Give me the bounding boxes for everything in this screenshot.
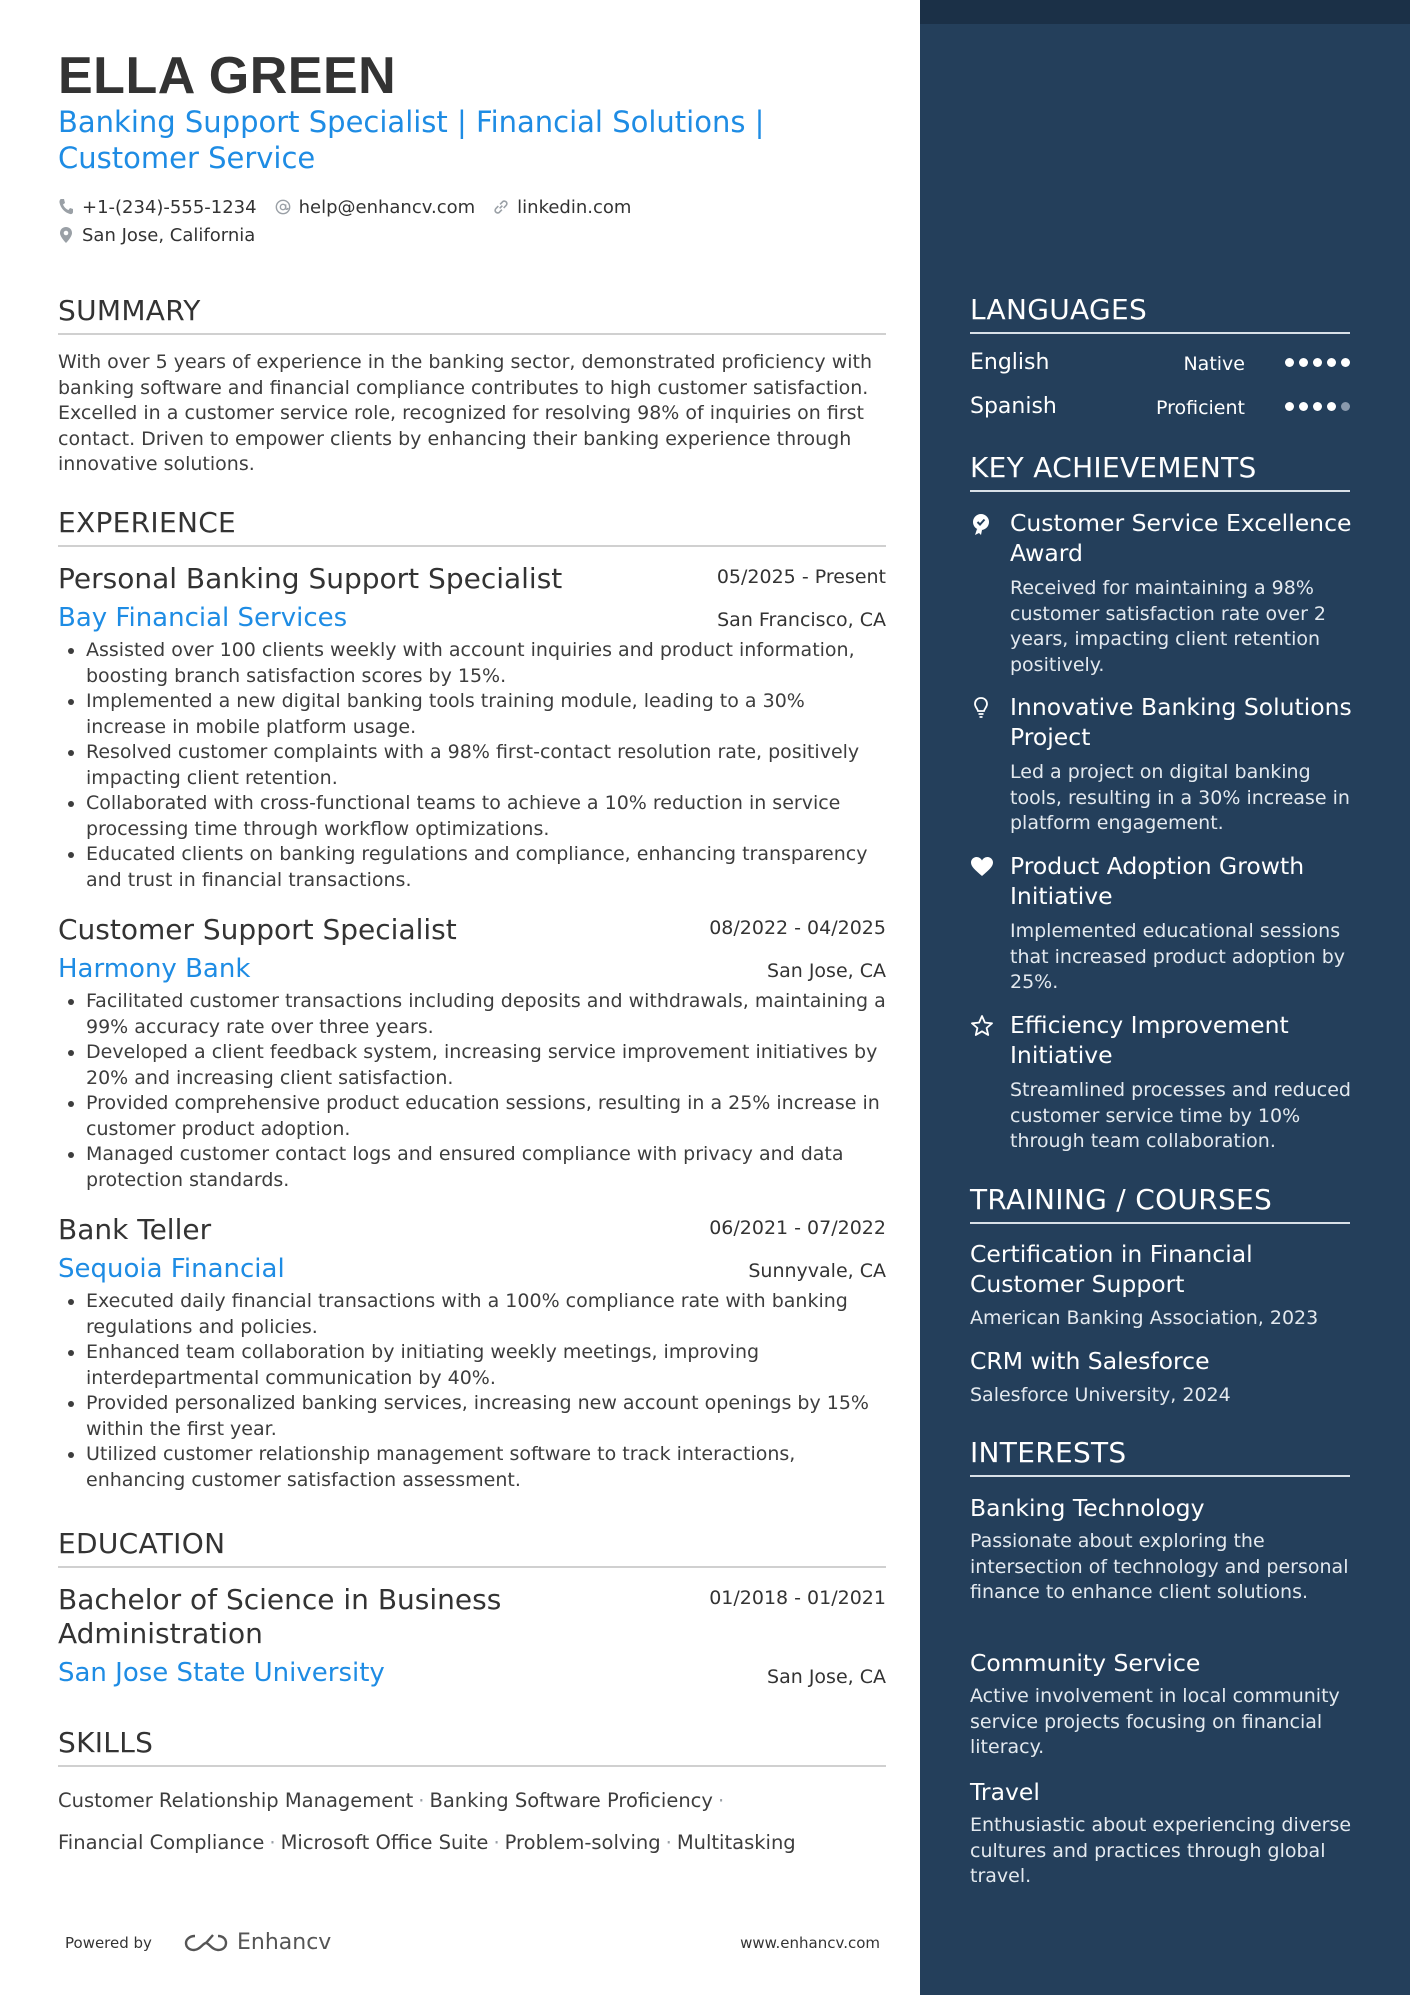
job-bullets — [58, 989, 886, 1193]
company-name: Harmony Bank — [58, 954, 251, 984]
at-sign-icon — [275, 198, 291, 216]
course-item — [970, 1346, 1360, 1408]
contact-linkedin[interactable]: linkedin.com — [493, 197, 631, 218]
company-name: Bay Financial Services — [58, 603, 348, 633]
job-title: Customer Support Specialist — [58, 913, 457, 946]
list-item: • Facilitated customer transactions including deposits and withdrawals, maintaining a 99% accuracy rate over three years. — [86, 989, 886, 1040]
achievement-description: Implemented educational sessions that increased product adoption by 25%. — [1010, 920, 1346, 993]
achievement-title: Customer Service Excellence Award — [1010, 509, 1352, 567]
list-item: • Collaborated with cross-functional teams to achieve a 10% reduction in service processing time through workflow optimizations. — [86, 791, 886, 842]
award-icon — [970, 512, 994, 536]
star-icon — [970, 1014, 994, 1038]
proficiency-dots — [1280, 402, 1350, 411]
list-item: • Enhanced team collaboration by initiating weekly meetings, improving interdepartmental communication by 40%. — [86, 1340, 886, 1391]
job-title: Bank Teller — [58, 1213, 212, 1246]
language-name: Spanish — [970, 394, 1057, 419]
list-item: • Assisted over 100 clients weekly with account inquiries and product information, boosting branch satisfaction scores by 15%. — [86, 638, 886, 689]
interests-heading: INTERESTS — [970, 1436, 1350, 1477]
course-source: American Banking Association, 2023 — [970, 1307, 1319, 1329]
experience-heading: EXPERIENCE — [58, 506, 886, 547]
skills-list: Customer Relationship Management · Banking Software Proficiency · Financial Compliance · Microsoft Office Suite · Problem-solving · Multitasking — [58, 1789, 796, 1854]
education-entry — [58, 1583, 886, 1689]
job-date: 05/2025 - Present — [716, 566, 886, 588]
interest-item — [970, 1777, 1360, 1890]
language-item — [970, 394, 1350, 424]
contact-location: San Jose, California — [58, 225, 255, 246]
job-bullets — [58, 638, 886, 893]
achievement-item — [970, 692, 1360, 837]
website-link[interactable]: www.enhancv.com — [740, 1934, 880, 1952]
job-bullets — [58, 1289, 886, 1493]
school-name: San Jose State University — [58, 1658, 385, 1688]
job-location: San Francisco, CA — [717, 609, 886, 631]
language-item — [970, 350, 1350, 380]
achievements-heading: KEY ACHIEVEMENTS — [970, 451, 1350, 492]
interest-title: Banking Technology — [970, 1494, 1205, 1522]
link-icon — [493, 198, 509, 216]
list-item: • Utilized customer relationship management software to track interactions, enhancing customer satisfaction assessment. — [86, 1442, 886, 1493]
achievement-item — [970, 851, 1360, 996]
candidate-name: ELLA GREEN — [58, 47, 397, 105]
course-source: Salesforce University, 2024 — [970, 1384, 1231, 1406]
interest-title: Community Service — [970, 1649, 1201, 1677]
skills-heading: SKILLS — [58, 1726, 886, 1767]
achievement-title: Product Adoption Growth Initiative — [1010, 852, 1305, 910]
list-item: • Implemented a new digital banking tools training module, leading to a 30% increase in mobile platform usage. — [86, 689, 886, 740]
location-pin-icon — [58, 226, 74, 244]
sidebar — [920, 0, 1410, 1995]
list-item: • Provided personalized banking services, increasing new account openings by 15% within the first year. — [86, 1391, 886, 1442]
interest-description: Enthusiastic about experiencing diverse cultures and practices through global travel. — [970, 1814, 1352, 1887]
company-name: Sequoia Financial — [58, 1254, 285, 1284]
headline: Banking Support Specialist | Financial Solutions | Customer Service — [58, 105, 765, 175]
list-item: • Managed customer contact logs and ensured compliance with privacy and data protection standards. — [86, 1142, 886, 1193]
phone-icon — [58, 198, 74, 216]
achievement-item — [970, 508, 1360, 678]
job-date: 06/2021 - 07/2022 — [709, 1217, 886, 1239]
skill-item: Multitasking — [676, 1831, 796, 1854]
language-level: Native — [1183, 353, 1245, 375]
language-name: English — [970, 350, 1050, 375]
list-item: • Provided comprehensive product education sessions, resulting in a 25% increase in customer product adoption. — [86, 1091, 886, 1142]
experience-entry — [58, 913, 886, 1193]
enhancv-logo-icon — [183, 1931, 229, 1955]
education-heading: EDUCATION — [58, 1527, 886, 1568]
achievement-description: Streamlined processes and reduced customer service time by 10% through team collaboration. — [1010, 1079, 1351, 1152]
interest-description: Passionate about exploring the intersection of technology and personal finance to enhance client solutions. — [970, 1530, 1349, 1603]
achievement-title: Innovative Banking Solutions Project — [1010, 693, 1352, 751]
interest-item — [970, 1493, 1360, 1606]
list-item: • Educated clients on banking regulations and compliance, enhancing transparency and trust in financial transactions. — [86, 842, 886, 893]
job-title: Personal Banking Support Specialist — [58, 562, 563, 595]
enhancv-logo[interactable]: Enhancv — [183, 1930, 331, 1955]
proficiency-dots — [1280, 358, 1350, 367]
course-title: Certification in Financial Customer Support — [970, 1240, 1253, 1298]
job-location: Sunnyvale, CA — [748, 1260, 886, 1282]
summary-text: With over 5 years of experience in the banking sector, demonstrated proficiency with banking software and financial compliance contributes to high customer satisfaction. Excelled in a customer service role, recognized for resolving 98% of inquiries on first contact. Driven to empower clients by enhancing their banking experience through innovative solutions. — [58, 351, 873, 475]
footer — [65, 1930, 880, 1960]
interest-title: Travel — [970, 1778, 1040, 1806]
education-date: 01/2018 - 01/2021 — [709, 1587, 886, 1609]
contact-phone[interactable]: +1-(234)-555-1234 — [58, 197, 257, 218]
list-item: • Developed a client feedback system, increasing service improvement initiatives by 20% and increasing client satisfaction. — [86, 1040, 886, 1091]
achievement-description: Received for maintaining a 98% customer satisfaction rate over 2 years, impacting client retention positively. — [1010, 577, 1327, 676]
language-level: Proficient — [1155, 397, 1245, 419]
languages-heading: LANGUAGES — [970, 293, 1350, 334]
interest-item — [970, 1648, 1360, 1761]
job-location: San Jose, CA — [767, 960, 886, 982]
powered-by-label: Powered by — [65, 1934, 152, 1952]
degree-title: Bachelor of Science in Business Administration — [58, 1583, 502, 1650]
achievement-title: Efficiency Improvement Initiative — [1010, 1011, 1289, 1069]
training-heading: TRAINING / COURSES — [970, 1183, 1350, 1224]
skill-item: Financial Compliance — [58, 1831, 265, 1854]
skill-item: Customer Relationship Management — [58, 1789, 414, 1812]
job-date: 08/2022 - 04/2025 — [709, 917, 886, 939]
list-item: • Executed daily financial transactions with a 100% compliance rate with banking regulations and policies. — [86, 1289, 886, 1340]
skill-item: Microsoft Office Suite — [280, 1831, 489, 1854]
experience-entry — [58, 562, 886, 893]
interest-description: Active involvement in local community service projects focusing on financial literacy. — [970, 1685, 1340, 1758]
skill-item: Problem-solving — [504, 1831, 661, 1854]
skill-item: Banking Software Proficiency — [429, 1789, 713, 1812]
sidebar-top-bar — [920, 0, 1410, 24]
experience-entry — [58, 1213, 886, 1493]
education-location: San Jose, CA — [767, 1666, 886, 1688]
contact-email[interactable]: help@enhancv.com — [275, 197, 476, 218]
heart-icon — [970, 855, 994, 879]
summary-heading: SUMMARY — [58, 294, 886, 335]
achievement-description: Led a project on digital banking tools, resulting in a 30% increase in platform engagement. — [1010, 761, 1350, 834]
course-item — [970, 1239, 1360, 1331]
achievement-item — [970, 1010, 1360, 1155]
course-title: CRM with Salesforce — [970, 1347, 1210, 1375]
lightbulb-icon — [970, 696, 994, 720]
list-item: • Resolved customer complaints with a 98% first-contact resolution rate, positively impacting client retention. — [86, 740, 886, 791]
contact-info — [58, 193, 858, 249]
